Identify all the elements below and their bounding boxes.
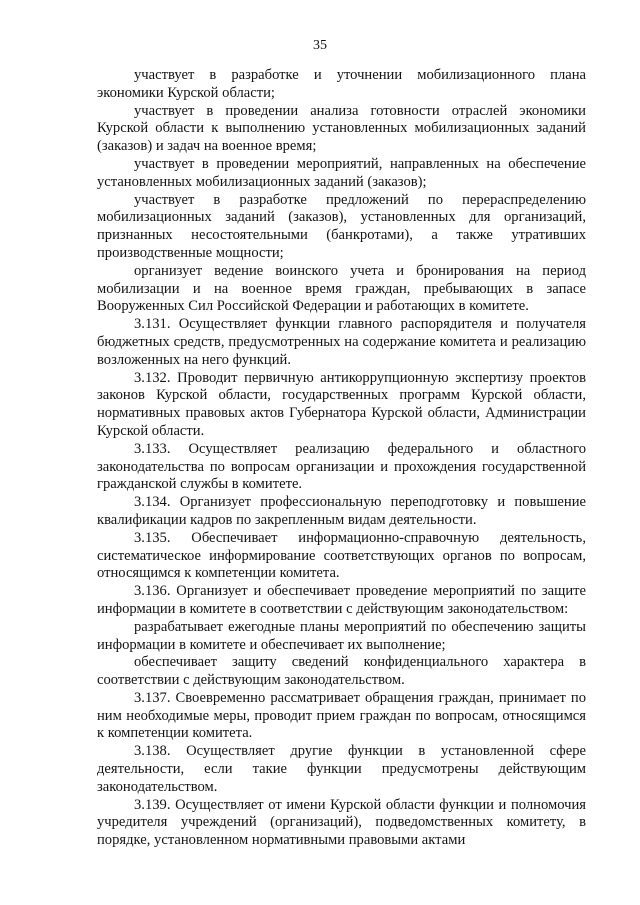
paragraph-3-133: 3.133. Осуществляет реализацию федерального и областного законодательства по вопросам организации и прохождения государственной гражданской службы в комитете. bbox=[97, 440, 586, 493]
paragraph-3-134: 3.134. Организует профессиональную переподготовку и повышение квалификации кадров по закрепленным видам деятельности. bbox=[97, 494, 586, 528]
document-body bbox=[97, 67, 586, 850]
paragraph-3-135: 3.135. Обеспечивает информационно-справочную деятельность, систематическое информирование соответствующих органов по вопросам, относящимся к компетенции комитета. bbox=[97, 529, 586, 582]
paragraph-readiness-analysis: участвует в проведении анализа готовности отраслей экономики Курской области к выполнению установленных мобилизационных заданий (заказов) и задач на военное время; bbox=[97, 102, 586, 155]
paragraph-3-132: 3.132. Проводит первичную антикоррупционную экспертизу проектов законов Курской области, государственных программ Курской области, нормативных правовых актов Губернатора Курской области, Администрации Курской области. bbox=[97, 369, 586, 439]
paragraph-military-registration: организует ведение воинского учета и бронирования на период мобилизации и на военное время граждан, пребывающих в запасе Вооруженных Сил Российской Федерации и работающих в комитете. bbox=[97, 262, 586, 315]
page-number: 35 bbox=[313, 38, 327, 53]
paragraph-task-redistribution: участвует в разработке предложений по перераспределению мобилизационных заданий (заказов), установленных для организаций, признанных несостоятельными (банкротами), а также утративших производственные мощности; bbox=[97, 191, 586, 261]
paragraph-mobilization-measures: участвует в проведении мероприятий, направленных на обеспечение установленных мобилизационных заданий (заказов); bbox=[97, 155, 586, 190]
paragraph-3-137: 3.137. Своевременно рассматривает обращения граждан, принимает по ним необходимые меры, проводит прием граждан по вопросам, относящимся к компетенции комитета. bbox=[97, 689, 586, 742]
paragraph-3-138: 3.138. Осуществляет другие функции в установленной сфере деятельности, если такие функции предусмотрены действующим законодательством. bbox=[97, 743, 586, 795]
paragraph-3-139: 3.139. Осуществляет от имени Курской области функции и полномочия учредителя учреждений (организаций), подведомственных комитету, в порядке, установленном нормативными правовыми актами bbox=[97, 796, 586, 849]
paragraph-3-131: 3.131. Осуществляет функции главного распорядителя и получателя бюджетных средств, предусмотренных на содержание комитета и реализацию возложенных на него функций. bbox=[97, 316, 586, 368]
paragraph-security-plans: разрабатывает ежегодные планы мероприятий по обеспечению защиты информации в комитете и обеспечивает их выполнение; bbox=[97, 618, 586, 653]
paragraph-mobilization-plan: участвует в разработке и уточнении мобилизационного плана экономики Курской области; bbox=[97, 67, 586, 101]
paragraph-confidential-data: обеспечивает защиту сведений конфиденциального характера в соответствии с действующим законодательством. bbox=[97, 654, 586, 689]
paragraph-3-136: 3.136. Организует и обеспечивает проведение мероприятий по защите информации в комитете в соответствии с действующим законодательством: bbox=[97, 583, 586, 617]
